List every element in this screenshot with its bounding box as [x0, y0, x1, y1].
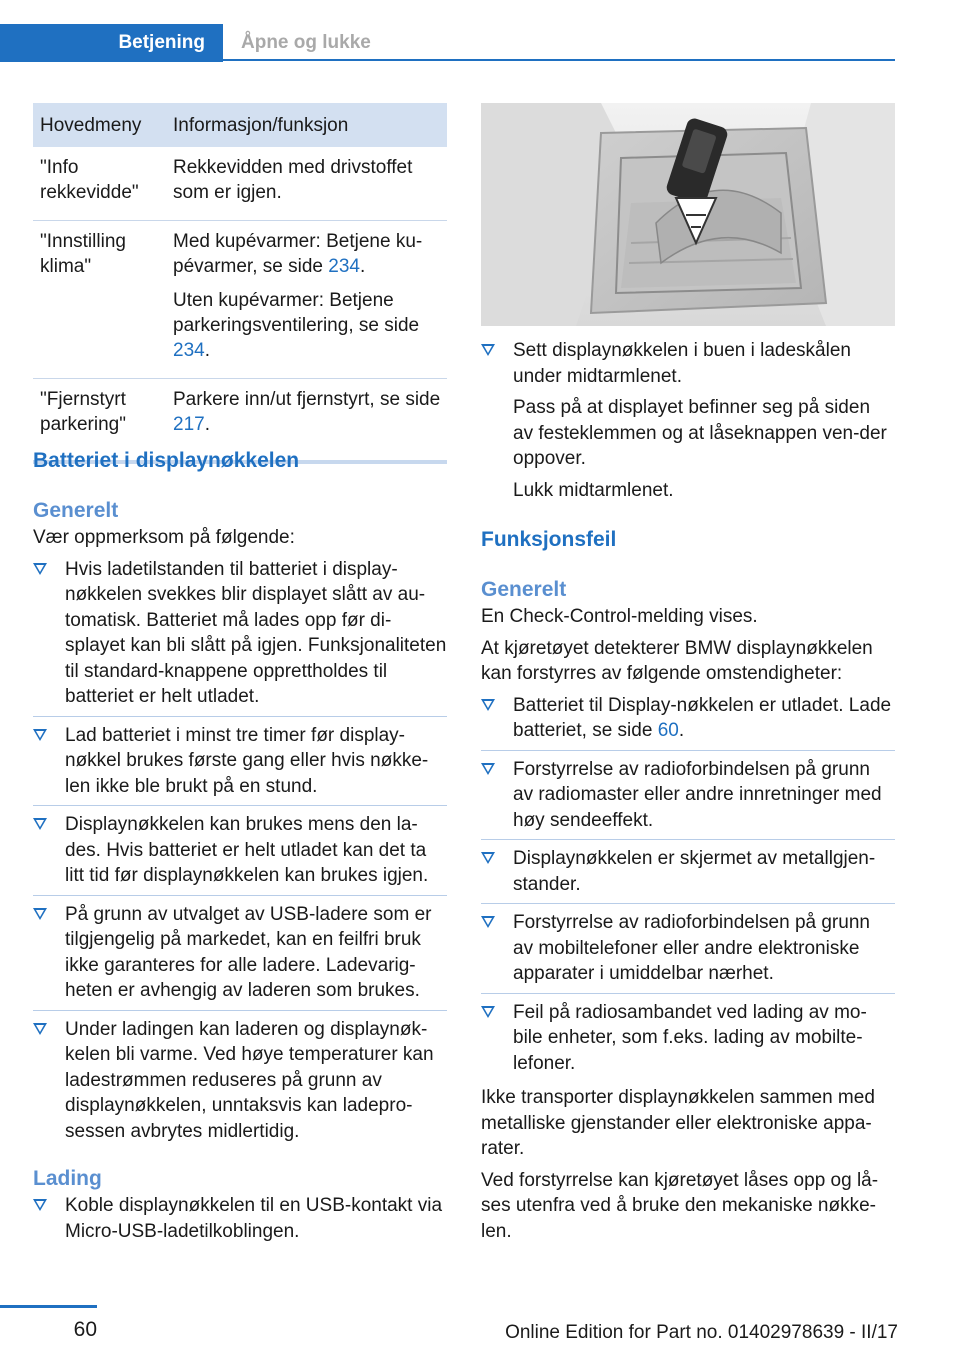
page-header: [0, 0, 960, 62]
center-console-image: [481, 103, 895, 326]
table-header-menu: Hovedmeny: [40, 114, 142, 136]
table-cell-info: [165, 229, 447, 363]
subsection-heading: Generelt: [481, 578, 567, 601]
triangle-bullet-icon: [33, 908, 47, 920]
subsection-tab: Åpne og lukke: [241, 32, 371, 53]
body-text: Ikke transporter displaynøkkelen sammen med metalliske gjenstander eller elektroniske appa-rater.: [481, 1087, 875, 1159]
subsection-heading: Generelt: [33, 499, 119, 522]
triangle-bullet-icon: [33, 818, 47, 830]
body-text: Ved forstyrrelse kan kjøretøyet låses opp og lå-ses utenfra ved å bruke den mekaniske nøkke-len.: [481, 1169, 879, 1242]
page-link[interactable]: 217: [173, 414, 205, 435]
triangle-bullet-icon: [33, 1023, 47, 1035]
page-link[interactable]: 234: [328, 256, 360, 277]
instruction-list: [481, 338, 895, 506]
charging-tray-illustration: [481, 103, 895, 326]
right-column: [481, 338, 895, 1250]
left-column: [33, 447, 447, 1253]
list-item: Feil på radiosambandet ved lading av mo-bile enheter, som f.eks. lading av mobilte-lefoner.: [481, 1000, 895, 1080]
triangle-bullet-icon: [481, 699, 495, 711]
instruction-note: Pass på at displayet befinner seg på siden av festeklemmen og at låseknappen ven-der oppover.: [513, 397, 887, 469]
bullet-list: [33, 1193, 447, 1247]
triangle-bullet-icon: [481, 1006, 495, 1018]
list-item: Lad batteriet i minst tre timer før display-nøkkel brukes første gang eller hvis nøkke-len ikke ble brukt på en stund.: [33, 723, 447, 807]
list-item: Forstyrrelse av radioforbindelsen på grunn av radiomaster eller andre innretninger med høy sendeeffekt.: [481, 757, 895, 841]
triangle-bullet-icon: [481, 344, 495, 356]
table-cell-menu: "Fjernstyrt parkering": [40, 389, 126, 435]
edition-note: Online Edition for Part no. 01402978639 - II/17: [505, 1322, 898, 1343]
instruction-note: Lukk midtarmlenet.: [513, 479, 674, 501]
footer-rule: [0, 1305, 97, 1308]
menu-table: [33, 103, 447, 464]
table-cell-text: Rekkevidden med drivstoffet som er igjen.: [173, 157, 413, 203]
section-heading: Funksjonsfeil: [481, 528, 617, 551]
list-item: Batteriet til Display-nøkkelen er utladet. Lade batteriet, se side 60.: [481, 693, 895, 751]
page-link[interactable]: 234: [173, 340, 205, 361]
list-item: Koble displaynøkkelen til en USB-kontakt via Micro-USB-ladetilkoblingen.: [33, 1193, 447, 1247]
table-header: [33, 103, 447, 147]
table-row: [33, 221, 447, 379]
table-cell-info: [165, 155, 447, 205]
list-item: Forstyrrelse av radioforbindelsen på grunn av mobiltelefoner eller andre elektroniske apparater i umiddelbar nærhet.: [481, 910, 895, 994]
bullet-list: [481, 693, 895, 1080]
table-row: [33, 379, 447, 452]
triangle-bullet-icon: [481, 852, 495, 864]
triangle-bullet-icon: [33, 1199, 47, 1211]
section-tab: Betjening: [0, 24, 223, 62]
page-number: 60: [73, 1318, 97, 1341]
list-item: Sett displaynøkkelen i buen i ladeskålen under midtarmlenet. Pass på at displayet befinner seg på siden av festeklemmen og at låseknappen ven-der oppover. Lukk midtarmlenet.: [481, 338, 895, 506]
table-row: [33, 147, 447, 221]
table-cell-info: [165, 387, 447, 437]
bullet-list: [33, 557, 447, 1148]
triangle-bullet-icon: [33, 729, 47, 741]
section-heading: Batteriet i displaynøkkelen: [33, 449, 300, 472]
table-header-info: Informasjon/funksjon: [173, 114, 349, 136]
header-divider: [223, 59, 895, 61]
list-item: Displaynøkkelen kan brukes mens den la-des. Hvis batteriet er helt utladet kan det ta litt tid før displaynøkkelen kan brukes igjen.: [33, 812, 447, 896]
table-cell-text: Parkere inn/ut fjernstyrt, se side 217.: [173, 389, 441, 435]
list-item: Displaynøkkelen er skjermet av metallgjen-stander.: [481, 846, 895, 904]
body-text: At kjøretøyet detekterer BMW displaynøkkelen kan forstyrres av følgende omstendigheter:: [481, 637, 873, 684]
intro-text: Vær oppmerksom på følgende:: [33, 527, 295, 548]
list-item: Under ladingen kan laderen og displaynøk-kelen bli varme. Ved høye temperaturer kan ladestrømmen reduseres på grunn av displaynøkkelen, unntaksvis kan ladepro-sessen avbrytes midlertidig.: [33, 1017, 447, 1148]
table-cell-text: Uten kupévarmer: Betjene parkeringsventilering, se side 234.: [173, 290, 420, 361]
list-item: Hvis ladetilstanden til batteriet i display-nøkkelen svekkes blir displayet slått av au-tomatisk. Batteriet må lades opp før di-splayet kan bli slått på igjen. Funksjonaliteten til standard-knappene opprettholdes til batteriet er helt utladet.: [33, 557, 447, 717]
table-cell-text: Med kupévarmer: Betjene ku-pévarmer, se side 234.: [173, 231, 423, 277]
table-cell-menu: "Info rekkevidde": [40, 157, 139, 203]
page-link[interactable]: 60: [657, 720, 679, 741]
triangle-bullet-icon: [481, 763, 495, 775]
table-cell-menu: "Innstilling klima": [40, 231, 126, 277]
triangle-bullet-icon: [33, 563, 47, 575]
subsection-heading: Lading: [33, 1167, 102, 1190]
list-item: På grunn av utvalget av USB-ladere som er tilgjengelig på markedet, kan en feilfri bruk ikke garanteres for alle ladere. Ladevarig-heten er avhengig av laderen som brukes.: [33, 902, 447, 1011]
triangle-bullet-icon: [481, 916, 495, 928]
body-text: En Check-Control-melding vises.: [481, 606, 758, 627]
